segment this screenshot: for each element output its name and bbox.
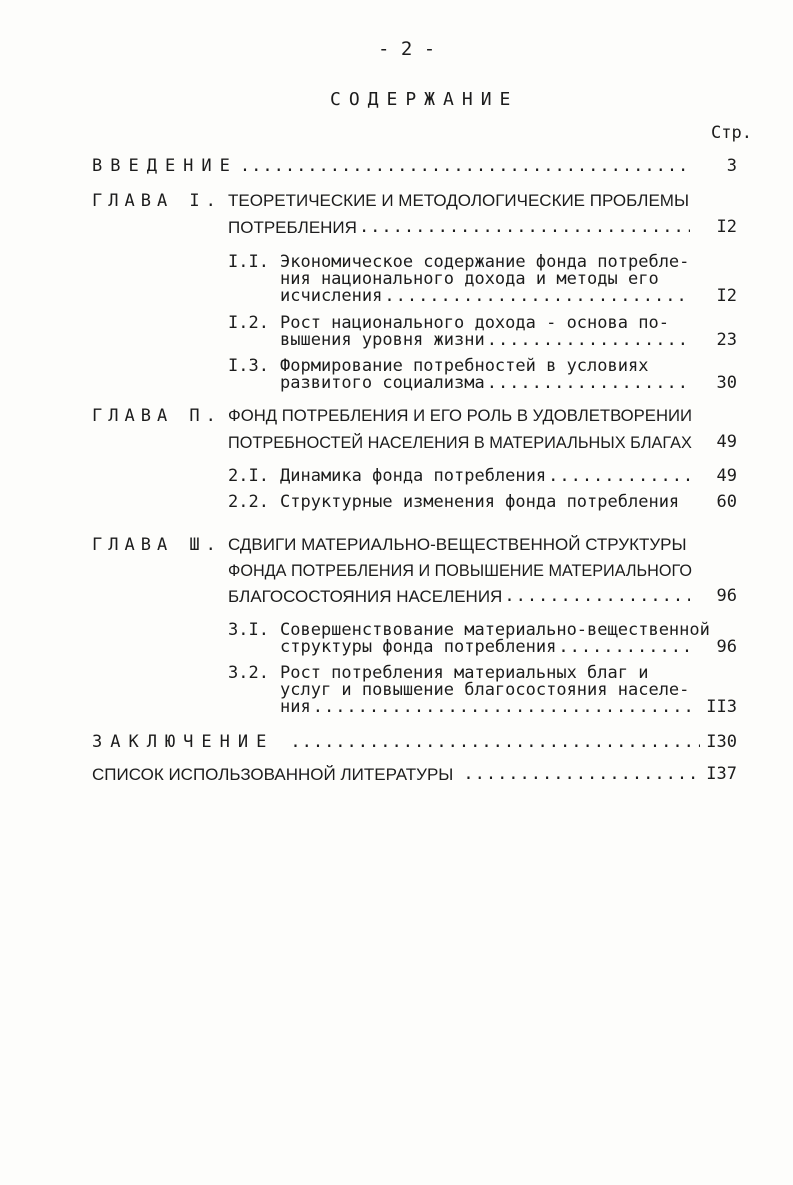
toc-bibliography <box>92 766 702 783</box>
section-3-2-page: II3 <box>706 697 737 717</box>
chapter2-title-line2: ПОТРЕБНОСТЕЙ НАСЕЛЕНИЯ В МАТЕРИАЛЬНЫХ БЛАГАХ <box>228 433 692 452</box>
section-2-2-page: 60 <box>716 492 737 512</box>
section-1-2-line2: вышения уровня жизни <box>280 330 485 350</box>
section-1-3-line2: развитого социализма <box>280 373 485 393</box>
chapter1-title-line1: ТЕОРЕТИЧЕСКИЕ И МЕТОДОЛОГИЧЕСКИЕ ПРОБЛЕМЫ <box>228 191 690 210</box>
chapter3-title-line1: СДВИГИ МАТЕРИАЛЬНО-ВЕЩЕСТВЕННОЙ СТРУКТУРЫ <box>228 535 687 554</box>
section-3-2-line3: ния <box>280 697 311 717</box>
bibliography-label: СПИСОК ИСПОЛЬЗОВАННОЙ ЛИТЕРАТУРЫ <box>92 765 454 784</box>
page-column-header: Стр. <box>711 123 752 143</box>
section-3-1-line2: структуры фонда потребления <box>280 637 557 657</box>
section-1-2-row2 <box>280 332 692 349</box>
chapter1-title-line2: ПОТРЕБЛЕНИЯ <box>228 218 357 237</box>
section-1-3-page: 30 <box>716 373 737 393</box>
section-3-2-line1: Рост потребления материальных благ и <box>280 663 649 683</box>
section-2-2-number: 2.2. <box>228 492 269 512</box>
dot-leader <box>487 332 690 349</box>
section-2-1-row <box>280 468 692 485</box>
conclusion-label: ЗАКЛЮЧЕНИЕ <box>92 732 275 752</box>
section-3-1-row2 <box>280 639 692 656</box>
section-1-2-line1: Рост национального дохода - основа по- <box>280 313 669 333</box>
section-2-1-line1: Динамика фонда потребления <box>280 466 547 486</box>
section-1-2-number: I.2. <box>228 313 269 333</box>
dot-leader <box>240 158 690 175</box>
chapter3-label: ГЛАВА Ш. <box>92 535 222 555</box>
section-1-2-page: 23 <box>716 330 737 350</box>
page-number: - 2 - <box>378 38 436 60</box>
chapter2-label: ГЛАВА П. <box>92 406 222 426</box>
dot-leader <box>504 588 690 605</box>
section-1-1-number: I.I. <box>228 252 269 272</box>
dot-leader <box>548 468 690 485</box>
chapter1-page: I2 <box>716 217 737 237</box>
toc-conclusion <box>92 734 702 751</box>
section-1-1-line3: исчисления <box>280 286 383 306</box>
chapter2-title-line1: ФОНД ПОТРЕБЛЕНИЯ И ЕГО РОЛЬ В УДОВЛЕТВОРЕНИИ <box>228 406 693 425</box>
chapter2-page: 49 <box>716 432 737 452</box>
intro-page: 3 <box>726 156 737 176</box>
chapter3-title-line2: ФОНДА ПОТРЕБЛЕНИЯ И ПОВЫШЕНИЕ МАТЕРИАЛЬНОГО <box>228 561 692 580</box>
section-3-1-page: 96 <box>716 637 737 657</box>
section-1-3-row2 <box>280 375 692 392</box>
dot-leader <box>313 699 696 716</box>
section-1-3-number: I.3. <box>228 356 269 376</box>
section-3-1-line1: Совершенствование материально-вещественной <box>280 620 710 640</box>
chapter3-title-row3 <box>228 588 692 605</box>
chapter1-label: ГЛАВА I. <box>92 191 222 211</box>
dot-leader <box>558 639 690 656</box>
section-1-1-row3 <box>280 288 692 305</box>
chapter3-page: 96 <box>716 586 737 606</box>
section-1-1-page: I2 <box>716 286 737 306</box>
page-title: СОДЕРЖАНИЕ <box>330 89 519 110</box>
dot-leader <box>487 375 690 392</box>
chapter1-title-row2 <box>228 219 692 236</box>
chapter3-title-line3: БЛАГОСОСТОЯНИЯ НАСЕЛЕНИЯ <box>228 587 503 606</box>
dot-leader <box>384 288 690 305</box>
section-3-1-number: 3.I. <box>228 620 269 640</box>
conclusion-page: I30 <box>706 732 737 752</box>
dot-leader <box>463 766 700 783</box>
section-1-1-line2: ния национального дохода и методы его <box>280 269 659 289</box>
dot-leader <box>359 219 690 236</box>
toc-intro <box>92 158 692 175</box>
section-3-2-row3 <box>280 699 698 716</box>
intro-label: ВВЕДЕНИЕ <box>92 156 238 176</box>
section-3-2-number: 3.2. <box>228 663 269 683</box>
bibliography-page: I37 <box>706 764 737 784</box>
section-2-2-line1: Структурные изменения фонда потребления <box>280 492 680 512</box>
section-2-1-number: 2.I. <box>228 466 269 486</box>
section-2-1-page: 49 <box>716 466 737 486</box>
dot-leader <box>290 734 700 751</box>
section-1-3-line1: Формирование потребностей в условиях <box>280 356 649 376</box>
section-1-1-line1: Экономическое содержание фонда потребле- <box>280 252 690 272</box>
section-3-2-line2: услуг и повышение благосостояния населе- <box>280 680 690 700</box>
